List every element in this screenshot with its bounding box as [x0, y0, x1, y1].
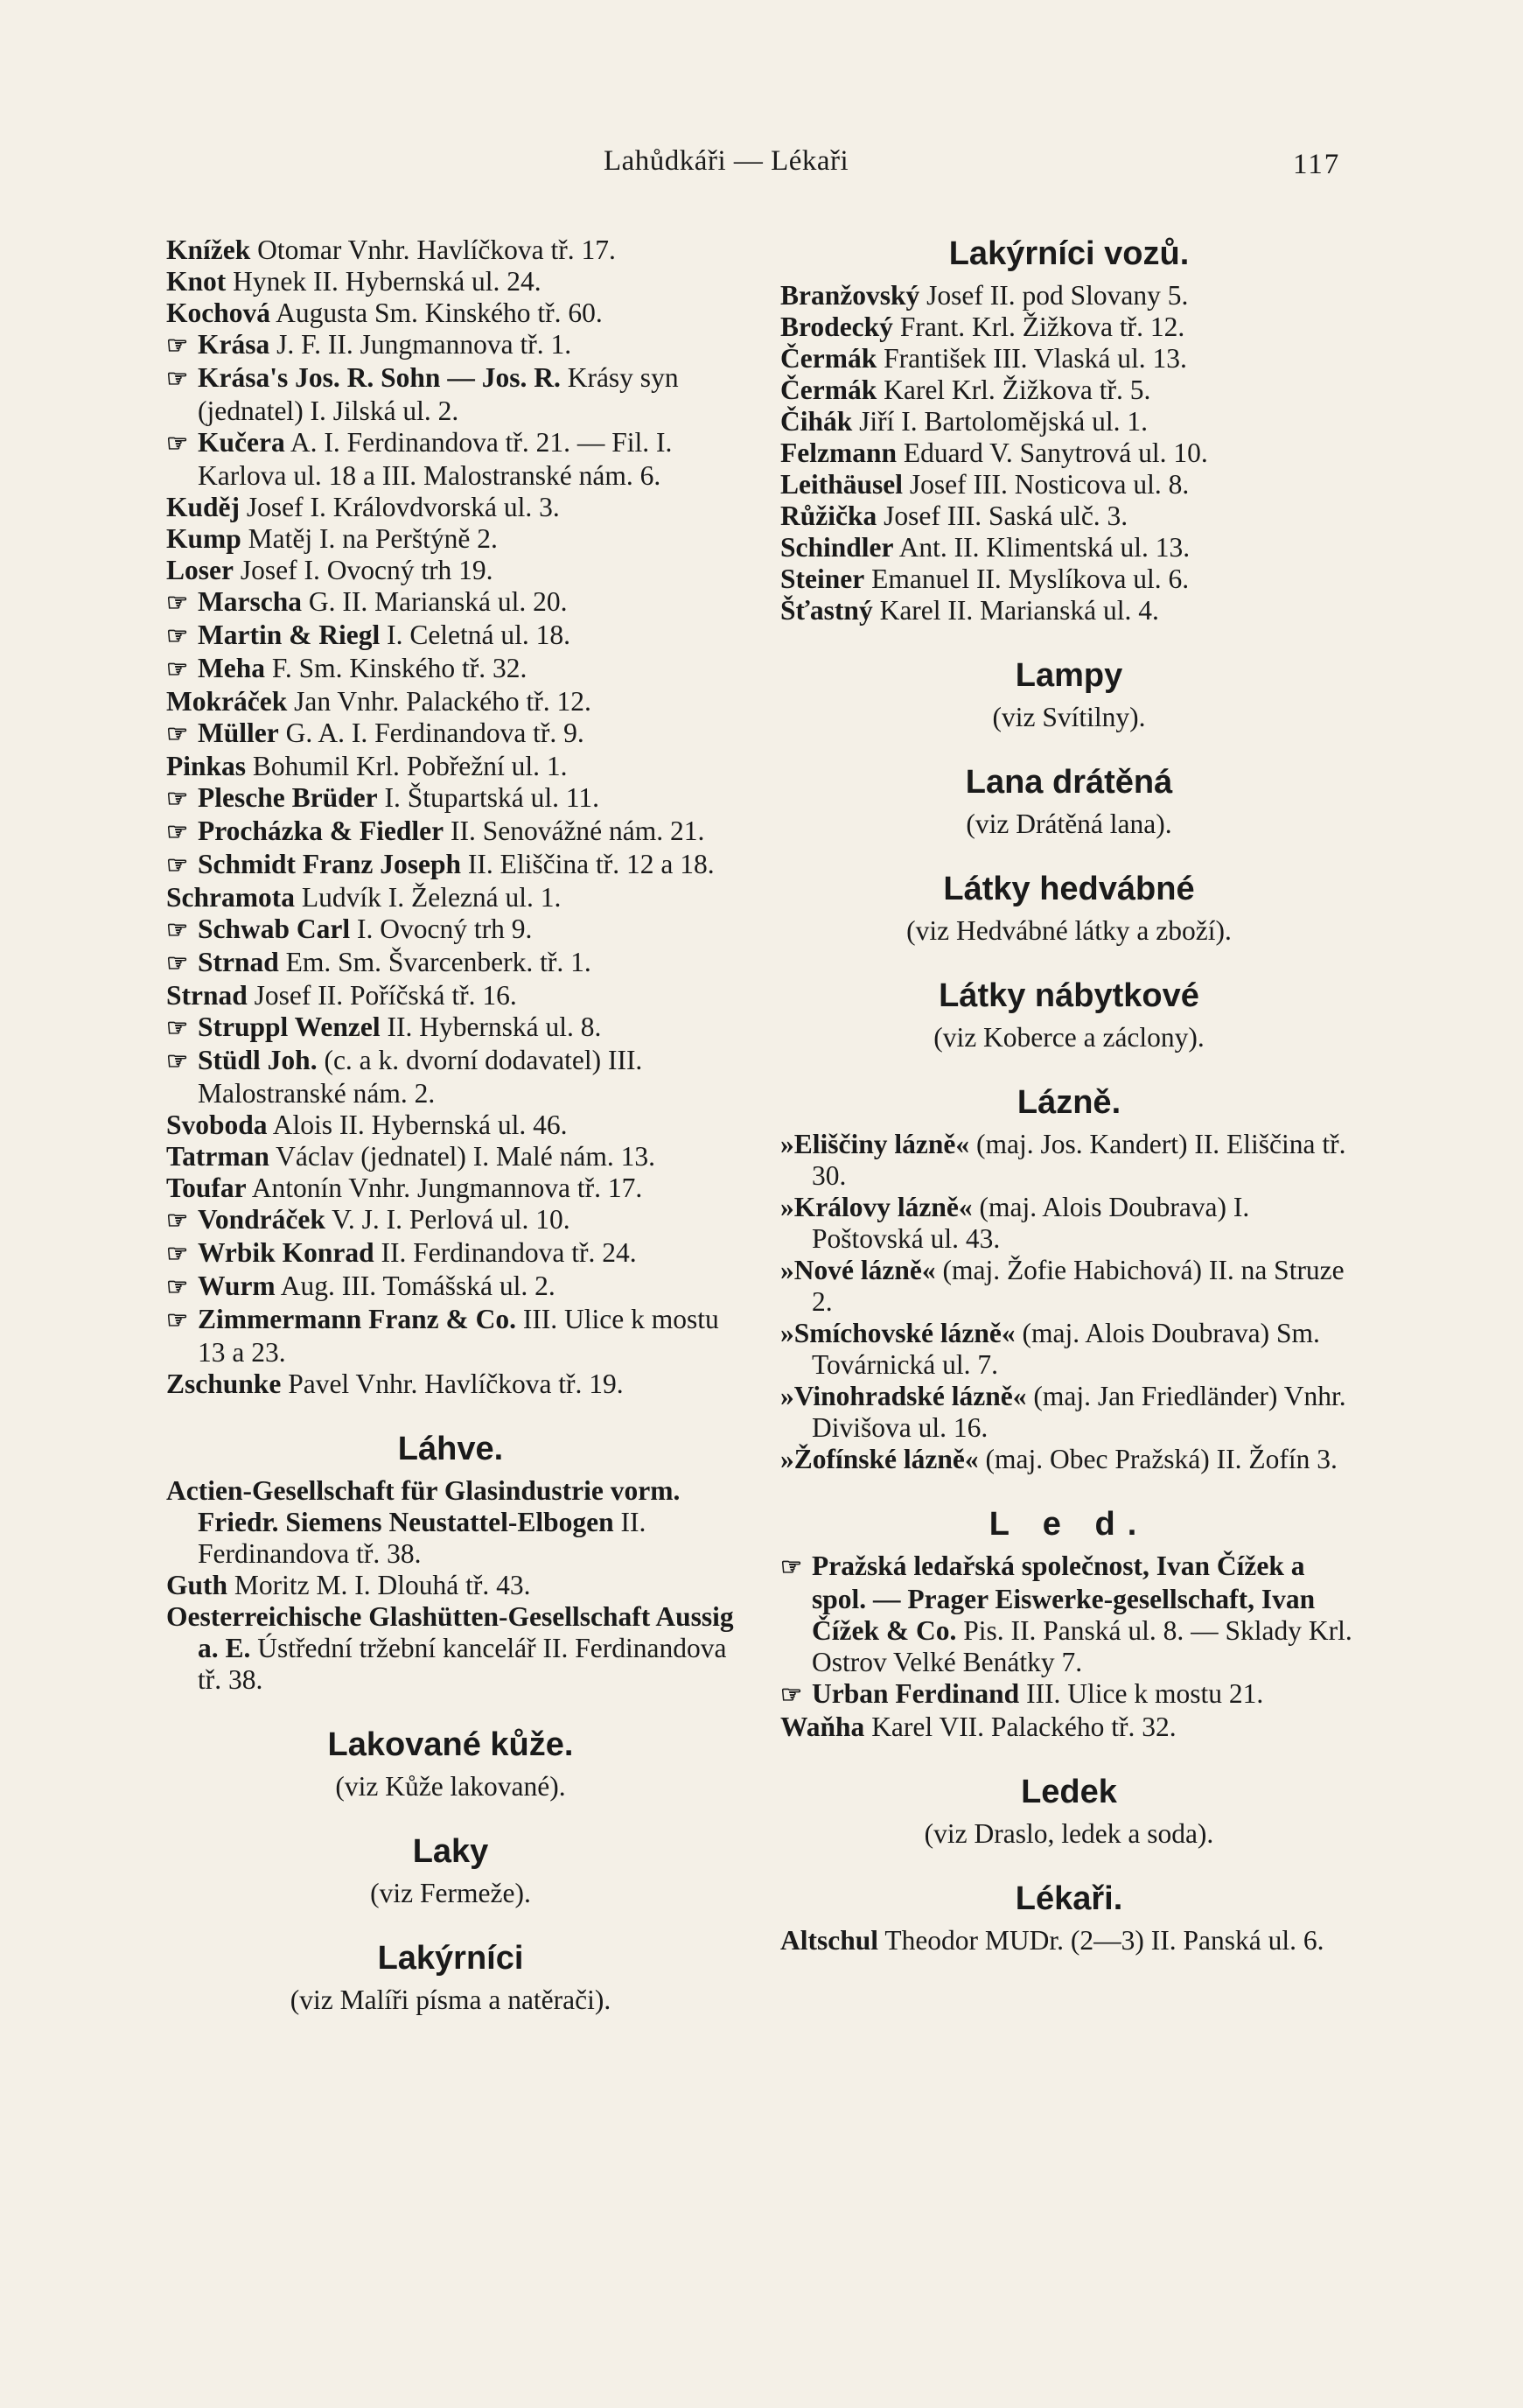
directory-entry	[166, 1172, 735, 1204]
page-number: 117	[1293, 149, 1341, 180]
directory-entry	[780, 595, 1358, 626]
entry-name: Krása's Jos. R. Sohn — Jos. R.	[198, 362, 561, 393]
directory-entry	[780, 1925, 1358, 1956]
directory-entry	[780, 564, 1358, 595]
entry-name: Plesche Brüder	[198, 782, 378, 813]
directory-entry	[780, 1381, 1358, 1444]
entry-name: Schindler	[780, 532, 894, 563]
entry-name: Branžovský	[780, 280, 920, 311]
directory-entry	[166, 751, 735, 782]
directory-entry	[780, 406, 1358, 438]
pointing-hand-icon: ☞	[166, 430, 189, 458]
entry-address: (maj. Jos. Kandert) II. Eliščina tř. 30.	[812, 1129, 1346, 1191]
directory-entry	[166, 1045, 735, 1110]
pointing-hand-icon: ☞	[166, 366, 189, 393]
entry-name: Toufar	[166, 1172, 247, 1203]
entry-name: Schramota	[166, 882, 295, 913]
entry-name: Kučera	[198, 427, 285, 458]
directory-entry	[166, 816, 735, 849]
entry-name: Strnad	[198, 947, 279, 977]
entry-name: Leithäusel	[780, 469, 904, 500]
entry-address: Alois II. Hybernská ul. 46.	[267, 1110, 568, 1140]
entry-address: G. A. I. Ferdinandova tř. 9.	[278, 718, 584, 748]
pointing-hand-icon: ☞	[166, 786, 189, 813]
pointing-hand-icon: ☞	[166, 917, 189, 944]
section-heading: L e d.	[989, 1506, 1149, 1543]
directory-entry	[166, 1601, 735, 1696]
entry-address: I. Ovocný trh 9.	[350, 914, 533, 944]
entry-address: Karel II. Marianská ul. 4.	[872, 595, 1159, 626]
directory-entry	[780, 1318, 1358, 1381]
pointing-hand-icon: ☞	[166, 1241, 189, 1268]
entry-address: Theodor MUDr. (2—3) II. Panská ul. 6.	[878, 1925, 1324, 1956]
directory-entry	[166, 1270, 735, 1304]
entry-address: Jiří I. Bartolomějská ul. 1.	[852, 406, 1148, 437]
directory-entry	[166, 782, 735, 816]
directory-entry	[166, 266, 735, 298]
entry-name: Felzmann	[780, 438, 897, 468]
directory-entry	[166, 1204, 735, 1237]
section-heading: Lampy	[1015, 657, 1123, 694]
entry-address: III. Ulice k mostu 21.	[1019, 1678, 1264, 1709]
pointing-hand-icon: ☞	[166, 1048, 189, 1075]
directory-entry	[166, 298, 735, 329]
entry-name: »Smíchovské lázně«	[780, 1318, 1016, 1348]
section-heading: Látky hedvábné	[943, 871, 1195, 907]
entry-address: (c. a k. dvorní dodavatel) III. Malostranské nám. 2.	[198, 1045, 643, 1109]
pointing-hand-icon: ☞	[166, 1307, 189, 1334]
entry-name: Růžička	[780, 500, 877, 531]
pointing-hand-icon: ☞	[166, 332, 189, 360]
directory-entry	[780, 1255, 1358, 1318]
directory-entry	[780, 532, 1358, 564]
entry-address: Pavel Vnhr. Havlíčkova tř. 19.	[281, 1368, 624, 1399]
cross-reference-note: (viz Malíři písma a natěrači).	[290, 1984, 611, 2015]
entry-address: Ludvík I. Železná ul. 1.	[294, 882, 562, 913]
entry-address: (maj. Alois Doubrava) Sm. Továrnická ul. 7.	[812, 1318, 1320, 1380]
entry-name: Guth	[166, 1570, 228, 1600]
entry-address: Moritz M. I. Dlouhá tř. 43.	[227, 1570, 531, 1600]
directory-entry	[166, 234, 735, 266]
directory-entry	[166, 718, 735, 751]
entry-address: II. Hybernská ul. 8.	[380, 1012, 602, 1042]
entry-address: Antonín Vnhr. Jungmannova tř. 17.	[246, 1172, 643, 1203]
entry-address: Josef II. Poříčská tř. 16.	[247, 980, 517, 1011]
directory-entry	[166, 653, 735, 686]
pointing-hand-icon: ☞	[166, 623, 189, 650]
entry-address: A. I. Ferdinandova tř. 21. — Fil. I. Karlova ul. 18 a III. Malostranské nám. 6.	[198, 427, 673, 491]
entry-name: Altschul	[780, 1925, 879, 1956]
entry-address: Jan Vnhr. Palackého tř. 12.	[287, 686, 591, 717]
directory-entry	[780, 1444, 1358, 1475]
directory-entry	[780, 1192, 1358, 1255]
entry-address: (maj. Alois Doubrava) I. Poštovská ul. 43.	[812, 1192, 1250, 1254]
entry-name: Knot	[166, 266, 227, 297]
entry-name: Meha	[198, 653, 265, 683]
entry-name: Krása	[198, 329, 270, 360]
entry-name: Kump	[166, 523, 241, 554]
directory-entry	[780, 1550, 1358, 1678]
section-heading: Látky nábytkové	[939, 977, 1199, 1014]
entry-address: J. F. II. Jungmannova tř. 1.	[269, 329, 572, 360]
pointing-hand-icon: ☞	[166, 819, 189, 846]
entry-name: Mokráček	[166, 686, 288, 717]
entry-address: Josef II. pod Slovany 5.	[919, 280, 1189, 311]
entry-name: Čermák	[780, 374, 877, 405]
entry-name: Loser	[166, 555, 234, 585]
entry-address: G. II. Marianská ul. 20.	[301, 586, 568, 617]
section-heading: Lékaři.	[1015, 1880, 1123, 1917]
pointing-hand-icon: ☞	[166, 1274, 189, 1301]
directory-entry	[166, 1570, 735, 1601]
entry-name: Vondráček	[198, 1204, 325, 1235]
cross-reference-note: (viz Koberce a záclony).	[933, 1022, 1205, 1053]
entry-name: »Žofínské lázně«	[780, 1444, 979, 1474]
directory-entry	[166, 1237, 735, 1270]
entry-name: Pinkas	[166, 751, 247, 781]
entry-name: Kuděj	[166, 492, 241, 522]
entry-address: III. Ulice k mostu 13 a 23.	[198, 1304, 719, 1368]
entry-address: II. Eliščina tř. 12 a 18.	[461, 849, 715, 879]
section-heading: Lázně.	[1016, 1084, 1121, 1121]
section-heading: Lana drátěná	[965, 764, 1173, 801]
cross-reference-note: (viz Draslo, ledek a soda).	[924, 1818, 1214, 1849]
entry-name: Waňha	[780, 1712, 865, 1742]
directory-entry	[166, 586, 735, 620]
cross-reference-note: (viz Drátěná lana).	[966, 808, 1172, 839]
entry-name: Zimmermann Franz & Co.	[198, 1304, 516, 1334]
pointing-hand-icon: ☞	[166, 1015, 189, 1042]
entry-name: Čihák	[780, 406, 853, 437]
directory-entry	[166, 947, 735, 980]
directory-entry	[780, 280, 1358, 312]
entry-name: Šťastný	[780, 595, 873, 626]
entry-address: V. J. I. Perlová ul. 10.	[325, 1204, 570, 1235]
section-heading: Ledek	[1021, 1774, 1117, 1810]
entry-name: »Královy lázně«	[780, 1192, 973, 1222]
entry-address: Josef I. Ovocný trh 19.	[233, 555, 493, 585]
entry-address: Krásy syn (jednatel) I. Jilská ul. 2.	[198, 362, 679, 426]
directory-entry	[166, 914, 735, 947]
entry-address: Josef III. Nosticova ul. 8.	[903, 469, 1190, 500]
entry-address: (maj. Jan Friedländer) Vnhr. Divišova ul. 16.	[812, 1381, 1346, 1443]
left-column	[166, 234, 735, 2021]
entry-name: Brodecký	[780, 312, 893, 342]
pointing-hand-icon: ☞	[780, 1682, 803, 1709]
directory-entry	[166, 329, 735, 362]
entry-address: Ant. II. Klimentská ul. 13.	[893, 532, 1191, 563]
cross-reference-note: (viz Svítilny).	[992, 702, 1146, 732]
entry-name: Svoboda	[166, 1110, 268, 1140]
entry-address: Josef III. Saská ulč. 3.	[877, 500, 1128, 531]
directory-entry	[780, 500, 1358, 532]
entry-address: II. Senovážné nám. 21.	[444, 816, 705, 846]
entry-name: Kochová	[166, 298, 271, 328]
pointing-hand-icon: ☞	[166, 656, 189, 683]
directory-entry	[780, 1129, 1358, 1192]
entry-address: (maj. Obec Pražská) II. Žofín 3.	[978, 1444, 1338, 1474]
header-title: Lahůdkáři — Lékaři	[604, 145, 849, 177]
entry-address: Aug. III. Tomášská ul. 2.	[275, 1270, 555, 1301]
directory-entry	[166, 882, 735, 914]
directory-entry	[166, 1110, 735, 1141]
pointing-hand-icon: ☞	[166, 590, 189, 617]
entry-name: Müller	[198, 718, 279, 748]
entry-address: Augusta Sm. Kinského tř. 60.	[270, 298, 603, 328]
entry-name: Tatrman	[166, 1141, 269, 1172]
directory-entry	[166, 686, 735, 718]
entry-address: Em. Sm. Švarcenberk. tř. 1.	[278, 947, 591, 977]
entry-name: Struppl Wenzel	[198, 1012, 381, 1042]
directory-entry	[780, 469, 1358, 500]
entry-name: Strnad	[166, 980, 248, 1011]
entry-address: Karel Krl. Žižkova tř. 5.	[877, 374, 1151, 405]
entry-name: Urban Ferdinand	[812, 1678, 1020, 1709]
directory-entry	[166, 1304, 735, 1368]
entry-address: Eduard V. Sanytrová ul. 10.	[896, 438, 1208, 468]
entry-name: »Nové lázně«	[780, 1255, 936, 1285]
directory-entry	[780, 1712, 1358, 1743]
entry-address: II. Ferdinandova tř. 38.	[198, 1507, 646, 1569]
entry-name: Oesterreichische Glashütten-Gesellschaft Aussig a. E.	[166, 1601, 734, 1663]
directory-entry	[166, 555, 735, 586]
right-column	[780, 234, 1358, 1956]
entry-address: Ústřední tržební kancelář II. Ferdinandova tř. 38.	[198, 1633, 727, 1695]
pointing-hand-icon: ☞	[166, 1208, 189, 1235]
entry-address: Václav (jednatel) I. Malé nám. 13.	[269, 1141, 655, 1172]
directory-entry	[166, 1475, 735, 1570]
entry-address: Josef I. Královdvorská ul. 3.	[240, 492, 560, 522]
entry-name: Zschunke	[166, 1368, 282, 1399]
entry-address: Bohumil Krl. Pobřežní ul. 1.	[246, 751, 568, 781]
directory-entry	[166, 849, 735, 882]
entry-name: Stüdl Joh.	[198, 1045, 318, 1075]
running-header	[0, 145, 1523, 189]
directory-entry	[166, 1368, 735, 1400]
entry-address: II. Ferdinandova tř. 24.	[374, 1237, 637, 1268]
entry-address: Hynek II. Hybernská ul. 24.	[226, 266, 541, 297]
entry-address: I. Celetná ul. 18.	[380, 620, 571, 650]
directory-entry	[780, 312, 1358, 343]
entry-address: Emanuel II. Myslíkova ul. 6.	[864, 564, 1190, 594]
entry-address: F. Sm. Kinského tř. 32.	[264, 653, 527, 683]
entry-address: Otomar Vnhr. Havlíčkova tř. 17.	[250, 234, 616, 265]
section-heading: Laky	[412, 1833, 489, 1870]
entry-name: Wurm	[198, 1270, 276, 1301]
entry-name: »Eliščiny lázně«	[780, 1129, 970, 1159]
entry-address: (maj. Žofie Habichová) II. na Struze 2.	[812, 1255, 1345, 1317]
pointing-hand-icon: ☞	[780, 1554, 803, 1581]
entry-name: Steiner	[780, 564, 865, 594]
directory-entry	[166, 427, 735, 492]
entry-address: Frant. Krl. Žižkova tř. 12.	[892, 312, 1185, 342]
entry-name: »Vinohradské lázně«	[780, 1381, 1027, 1411]
cross-reference-note: (viz Kůže lakované).	[335, 1771, 566, 1802]
entry-address: Matěj I. na Perštýně 2.	[241, 523, 498, 554]
entry-name: Schmidt Franz Joseph	[198, 849, 462, 879]
entry-name: Knížek	[166, 234, 251, 265]
cross-reference-note: (viz Fermeže).	[370, 1878, 531, 1908]
entry-name: Martin & Riegl	[198, 620, 381, 650]
entry-name: Actien-Gesellschaft für Glasindustrie vorm. Friedr. Siemens Neustattel-Elbogen	[166, 1475, 681, 1537]
entry-name: Schwab Carl	[198, 914, 351, 944]
cross-reference-note: (viz Hedvábné látky a zboží).	[906, 915, 1232, 946]
directory-entry	[166, 523, 735, 555]
directory-entry	[166, 362, 735, 427]
directory-entry	[166, 492, 735, 523]
directory-entry	[780, 374, 1358, 406]
entry-name: Čermák	[780, 343, 877, 374]
directory-entry	[166, 620, 735, 653]
directory-entry	[166, 980, 735, 1012]
section-heading: Lakované kůže.	[327, 1726, 574, 1763]
entry-name: Marscha	[198, 586, 302, 617]
entry-name: Wrbik Konrad	[198, 1237, 374, 1268]
section-heading: Lakýrníci vozů.	[948, 235, 1190, 272]
entry-address: Karel VII. Palackého tř. 32.	[864, 1712, 1177, 1742]
directory-entry	[780, 438, 1358, 469]
directory-entry	[780, 1678, 1358, 1712]
entry-name: Pražská ledařská společnost, Ivan Čížek a spol. — Prager Eiswerke-gesellschaft, Ivan Čížek & Co.	[812, 1550, 1316, 1646]
entry-name: Procházka & Fiedler	[198, 816, 444, 846]
pointing-hand-icon: ☞	[166, 852, 189, 879]
entry-address: Pis. II. Panská ul. 8. — Sklady Krl. Ostrov Velké Benátky 7.	[812, 1615, 1352, 1677]
directory-entry	[166, 1141, 735, 1172]
section-heading: Láhve.	[397, 1431, 504, 1467]
pointing-hand-icon: ☞	[166, 721, 189, 748]
directory-entry	[780, 343, 1358, 374]
pointing-hand-icon: ☞	[166, 950, 189, 977]
section-heading: Lakýrníci	[377, 1940, 524, 1977]
entry-address: František III. Vlaská ul. 13.	[877, 343, 1187, 374]
directory-entry	[166, 1012, 735, 1045]
entry-address: I. Štupartská ul. 11.	[377, 782, 600, 813]
